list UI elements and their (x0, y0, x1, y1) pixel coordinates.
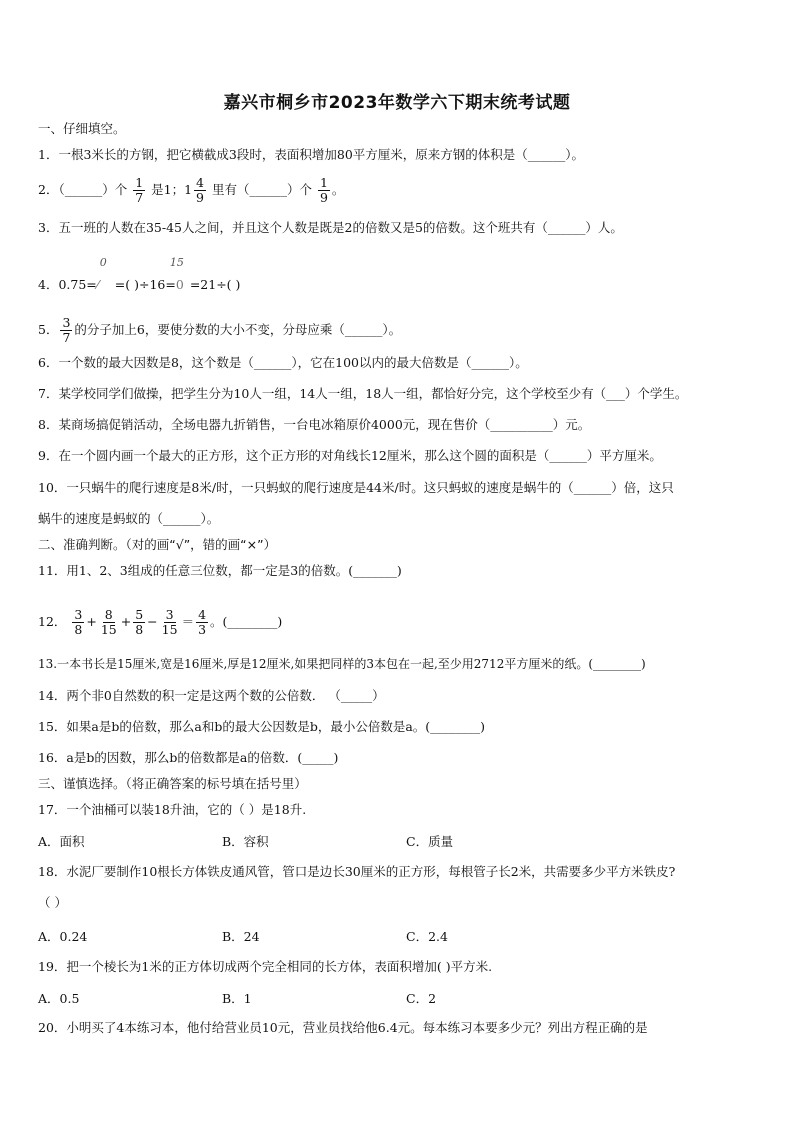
q12-fraction-2: $\frac{8}{15}$ (100, 607, 117, 637)
question-4 (38, 256, 241, 294)
q12-fraction-3: $\frac{5}{8}$ (135, 607, 144, 637)
question-8: 8．某商场搞促销活动，全场电器九折销售，一台电冰箱原价4000元，现在售价（__________）元。 (38, 417, 591, 432)
question-10-line-1: 10．一只蜗牛的爬行速度是8米/时，一只蚂蚁的爬行速度是44米/时。这只蚂蚁的速度是蜗牛的（______）倍，这只 (38, 480, 674, 495)
q12-operator-3: − (147, 614, 158, 629)
question-6: 6．一个数的最大因数是8，这个数是（______），它在100以内的最大倍数是（______）。 (38, 355, 528, 370)
q18-option-a: A．0.24 (38, 929, 88, 944)
page-title: 嘉兴市桐乡市2023年数学六下期末统考试题 (223, 93, 571, 113)
q4-missing-fraction-2: 15 0 (169, 256, 184, 292)
question-14: 14．两个非0自然数的积一定是这两个数的公倍数． （_____） (38, 688, 385, 703)
q2-text-c: 里有（______）个 (211, 182, 312, 197)
question-18-line-2: （ ） (38, 895, 67, 910)
question-18-line-1: 18．水泥厂要制作10根长方体铁皮通风管，管口是边长30厘米的正方形，每根管子长2米，共需要多少平方米铁皮? (38, 864, 676, 879)
q5-text: 的分子加上6，要使分数的大小不变，分母应乘（______）。 (74, 322, 402, 337)
question-15: 15．如果a是b的倍数，那么a和b的最大公因数是b，最小公倍数是a。(________) (38, 719, 486, 734)
q19-option-b: B．1 (222, 991, 252, 1006)
q18-option-b: B．24 (222, 929, 260, 944)
q12-operator-1: + (86, 614, 97, 629)
question-11: 11．用1、2、3组成的任意三位数，都一定是3的倍数。(_______) (38, 563, 402, 578)
section-heading-fill-in: 一、仔细填空。 (38, 121, 126, 136)
q5-number: 5． (38, 322, 59, 337)
q12-operator-2: + (120, 614, 132, 629)
question-9: 9．在一个圆内画一个最大的正方形，这个正方形的对角线长12厘米，那么这个圆的面积是（______）平方厘米。 (38, 448, 662, 463)
question-12 (38, 608, 282, 637)
q5-fraction: $\frac{3}{7}$ (62, 315, 71, 345)
q12-tail: 。(________) (210, 614, 283, 629)
q2-text-b: 是1；1 (151, 182, 193, 197)
q12-fraction-5: $\frac{4}{3}$ (198, 607, 207, 637)
q2-fraction-2: $\frac{4}{9}$ (196, 175, 204, 205)
q12-fraction-1: $\frac{3}{8}$ (74, 607, 83, 637)
q4-missing-fraction-1: 0 ⁄ (96, 256, 107, 292)
question-2 (38, 176, 344, 205)
question-1: 1．一根3米长的方钢，把它横截成3段时，表面积增加80平方厘米，原来方钢的体积是（______）。 (38, 147, 585, 162)
question-20: 20．小明买了4本练习本，他付给营业员10元，营业员找给他6.4元。每本练习本要多少元？列出方程正确的是 (38, 1020, 648, 1035)
q12-number: 12． (38, 614, 67, 629)
question-13: 13.一本书长是15厘米,宽是16厘米,厚是12厘米,如果把同样的3本包在一起,至少用2712平方厘米的纸。(________) (38, 657, 646, 671)
question-7: 7．某学校同学们做操，把学生分为10人一组，14人一组，18人一组，都恰好分完，这个学校至少有（___）个学生。 (38, 386, 688, 401)
q2-text-a: 2．（______）个 (38, 182, 128, 197)
q19-option-c: C．2 (406, 991, 437, 1006)
section-heading-choice: 三、谨慎选择。（将正确答案的标号填在括号里） (38, 776, 307, 791)
q4-text-b: =( )÷16= (114, 277, 176, 292)
q17-option-c: C．质量 (406, 834, 454, 849)
question-3: 3．五一班的人数在35-45人之间，并且这个人数是既是2的倍数又是5的倍数。这个班共有（______）人。 (38, 220, 623, 235)
section-heading-judge: 二、准确判断。（对的画“√”，错的画“×”） (38, 537, 277, 552)
q2-fraction-1: $\frac{1}{7}$ (135, 175, 144, 205)
q2-text-e: 。 (331, 182, 345, 197)
question-19: 19．把一个棱长为1米的正方体切成两个完全相同的长方体，表面积增加( )平方米. (38, 959, 493, 974)
question-16: 16．a是b的因数，那么b的倍数都是a的倍数．(_____) (38, 750, 339, 765)
q12-operator-4: ＝ (181, 614, 195, 629)
question-10-line-2: 蜗牛的速度是蚂蚁的（______）。 (38, 511, 220, 526)
q4-text-a: 4．0.75= (38, 277, 97, 292)
q4-text-c: =21÷( ) (189, 277, 241, 292)
q17-option-a: A．面积 (38, 834, 85, 849)
q17-option-b: B．容积 (222, 834, 269, 849)
q2-fraction-3: $\frac{1}{9}$ (319, 175, 328, 205)
question-17: 17．一个油桶可以装18升油，它的（ ）是18升. (38, 802, 307, 817)
q19-option-a: A．0.5 (38, 991, 80, 1006)
question-5 (38, 316, 401, 345)
q12-fraction-4: $\frac{3}{15}$ (161, 607, 178, 637)
q18-option-c: C．2.4 (406, 929, 448, 944)
